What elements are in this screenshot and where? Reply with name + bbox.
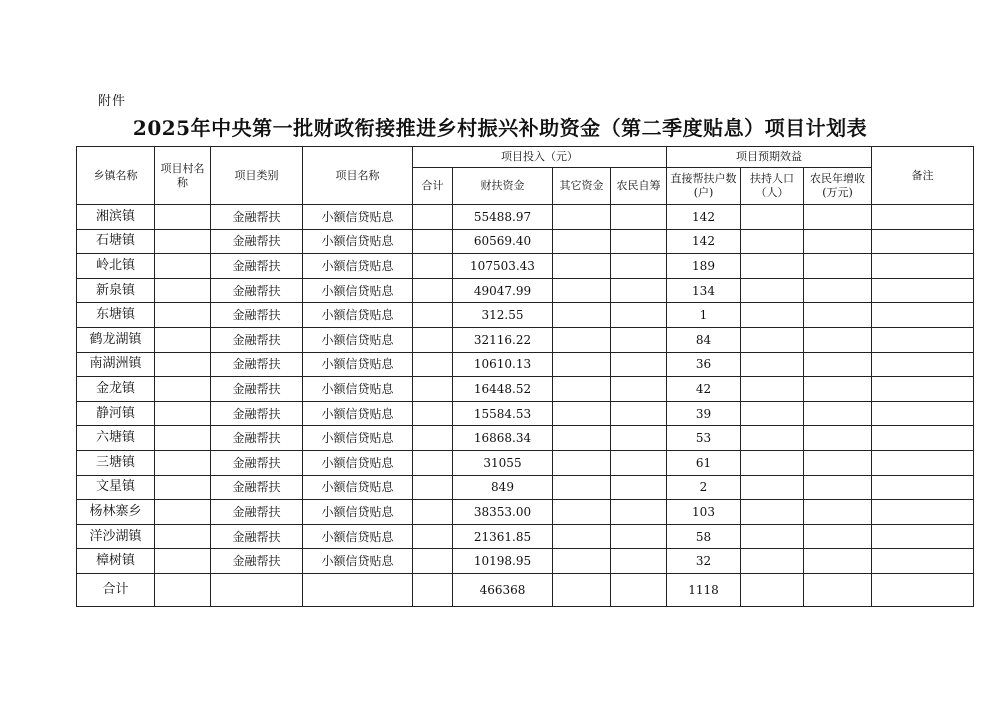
cell-inv-total xyxy=(413,401,453,426)
cell-farmer xyxy=(611,401,667,426)
cell-project: 小额信贷贴息 xyxy=(303,205,413,230)
cell-remarks xyxy=(872,205,974,230)
header-town: 乡镇名称 xyxy=(77,147,155,205)
cell-households: 142 xyxy=(667,229,741,254)
table-row xyxy=(77,450,974,475)
header-benefit-group: 项目预期效益 xyxy=(667,147,872,168)
cell-category: 金融帮扶 xyxy=(211,401,303,426)
cell-town: 鹤龙湖镇 xyxy=(77,327,155,352)
cell-category: 金融帮扶 xyxy=(211,278,303,303)
table-row xyxy=(77,549,974,574)
cell-population xyxy=(741,352,804,377)
cell-income xyxy=(804,500,872,525)
cell-project: 小额信贷贴息 xyxy=(303,327,413,352)
cell-population xyxy=(741,254,804,279)
cell-fiscal: 21361.85 xyxy=(453,524,553,549)
cell-category: 金融帮扶 xyxy=(211,549,303,574)
cell-remarks xyxy=(872,254,974,279)
cell-category: 金融帮扶 xyxy=(211,327,303,352)
cell-income xyxy=(804,475,872,500)
table-row xyxy=(77,401,974,426)
cell-farmer xyxy=(611,377,667,402)
cell-village xyxy=(155,500,211,525)
cell-remarks xyxy=(872,229,974,254)
header-income: 农民年增收(万元) xyxy=(804,168,872,205)
cell-income xyxy=(804,573,872,606)
cell-town: 金龙镇 xyxy=(77,377,155,402)
cell-inv-total xyxy=(413,205,453,230)
table-row xyxy=(77,327,974,352)
cell-remarks xyxy=(872,573,974,606)
cell-households: 42 xyxy=(667,377,741,402)
cell-town: 岭北镇 xyxy=(77,254,155,279)
cell-population xyxy=(741,278,804,303)
total-label: 合计 xyxy=(77,573,155,606)
cell-farmer xyxy=(611,254,667,279)
cell-population xyxy=(741,229,804,254)
cell-income xyxy=(804,352,872,377)
cell-households: 1 xyxy=(667,303,741,328)
cell-farmer xyxy=(611,303,667,328)
cell-households: 53 xyxy=(667,426,741,451)
header-inv-farmer: 农民自筹 xyxy=(611,168,667,205)
cell-other xyxy=(553,303,611,328)
header-inv-fiscal: 财扶资金 xyxy=(453,168,553,205)
cell-town: 南湖洲镇 xyxy=(77,352,155,377)
cell-village xyxy=(155,254,211,279)
cell-fiscal: 16868.34 xyxy=(453,426,553,451)
cell-project: 小额信贷贴息 xyxy=(303,377,413,402)
cell-project: 小额信贷贴息 xyxy=(303,450,413,475)
cell-population xyxy=(741,401,804,426)
cell-fiscal: 31055 xyxy=(453,450,553,475)
cell-village xyxy=(155,475,211,500)
cell-households: 32 xyxy=(667,549,741,574)
cell-population xyxy=(741,377,804,402)
table-row xyxy=(77,303,974,328)
cell-other xyxy=(553,573,611,606)
cell-farmer xyxy=(611,205,667,230)
cell-income xyxy=(804,377,872,402)
cell-income xyxy=(804,327,872,352)
cell-other xyxy=(553,500,611,525)
cell-project: 小额信贷贴息 xyxy=(303,303,413,328)
cell-remarks xyxy=(872,278,974,303)
cell-inv-total xyxy=(413,278,453,303)
project-plan-table xyxy=(76,146,974,607)
cell-income xyxy=(804,549,872,574)
cell-remarks xyxy=(872,377,974,402)
table-row xyxy=(77,229,974,254)
cell-town: 湘滨镇 xyxy=(77,205,155,230)
cell-inv-total xyxy=(413,524,453,549)
cell-village xyxy=(155,205,211,230)
cell-project: 小额信贷贴息 xyxy=(303,352,413,377)
cell-category: 金融帮扶 xyxy=(211,500,303,525)
table-row xyxy=(77,352,974,377)
cell-project: 小额信贷贴息 xyxy=(303,426,413,451)
cell-income xyxy=(804,254,872,279)
cell-category: 金融帮扶 xyxy=(211,450,303,475)
cell-farmer xyxy=(611,229,667,254)
cell-village xyxy=(155,278,211,303)
cell-village xyxy=(155,377,211,402)
cell-town: 樟树镇 xyxy=(77,549,155,574)
cell-town: 三塘镇 xyxy=(77,450,155,475)
attachment-label: 附件 xyxy=(98,94,127,109)
cell-fiscal: 107503.43 xyxy=(453,254,553,279)
cell-category: 金融帮扶 xyxy=(211,352,303,377)
cell-village xyxy=(155,352,211,377)
cell-inv-total xyxy=(413,254,453,279)
cell-category: 金融帮扶 xyxy=(211,303,303,328)
cell-inv-total xyxy=(413,450,453,475)
cell-farmer xyxy=(611,327,667,352)
cell-category: 金融帮扶 xyxy=(211,254,303,279)
cell-inv-total xyxy=(413,327,453,352)
cell-income xyxy=(804,205,872,230)
cell-population xyxy=(741,573,804,606)
cell-category: 金融帮扶 xyxy=(211,377,303,402)
cell-category: 金融帮扶 xyxy=(211,475,303,500)
cell-inv-total xyxy=(413,229,453,254)
cell-category: 金融帮扶 xyxy=(211,524,303,549)
cell-other xyxy=(553,549,611,574)
cell-other xyxy=(553,401,611,426)
cell-inv-total xyxy=(413,573,453,606)
cell-village xyxy=(155,303,211,328)
cell-project: 小额信贷贴息 xyxy=(303,401,413,426)
cell-fiscal: 312.55 xyxy=(453,303,553,328)
cell-inv-total xyxy=(413,549,453,574)
cell-town: 文星镇 xyxy=(77,475,155,500)
cell-village xyxy=(155,549,211,574)
header-inv-total: 合计 xyxy=(413,168,453,205)
table-row xyxy=(77,426,974,451)
cell-farmer xyxy=(611,475,667,500)
cell-fiscal: 16448.52 xyxy=(453,377,553,402)
header-remarks: 备注 xyxy=(872,147,974,205)
cell-town: 东塘镇 xyxy=(77,303,155,328)
cell-project: 小额信贷贴息 xyxy=(303,524,413,549)
cell-income xyxy=(804,303,872,328)
cell-other xyxy=(553,475,611,500)
cell-population xyxy=(741,205,804,230)
cell-population xyxy=(741,450,804,475)
cell-income xyxy=(804,426,872,451)
cell-inv-total xyxy=(413,500,453,525)
cell-farmer xyxy=(611,450,667,475)
cell-population xyxy=(741,426,804,451)
cell-farmer xyxy=(611,426,667,451)
cell-population xyxy=(741,500,804,525)
cell-income xyxy=(804,278,872,303)
cell-inv-total xyxy=(413,475,453,500)
cell-category: 金融帮扶 xyxy=(211,205,303,230)
cell-project: 小额信贷贴息 xyxy=(303,254,413,279)
header-households: 直接帮扶户数(户) xyxy=(667,168,741,205)
header-inv-other: 其它资金 xyxy=(553,168,611,205)
cell-income xyxy=(804,524,872,549)
cell-farmer xyxy=(611,352,667,377)
total-households: 1118 xyxy=(667,573,741,606)
cell-town: 六塘镇 xyxy=(77,426,155,451)
cell-remarks xyxy=(872,549,974,574)
table-row xyxy=(77,524,974,549)
cell-fiscal: 10610.13 xyxy=(453,352,553,377)
total-row xyxy=(77,573,974,606)
page-title: 2025年中央第一批财政衔接推进乡村振兴补助资金（第二季度贴息）项目计划表 xyxy=(132,116,868,140)
cell-fiscal: 10198.95 xyxy=(453,549,553,574)
cell-households: 84 xyxy=(667,327,741,352)
cell-fiscal: 49047.99 xyxy=(453,278,553,303)
cell-category: 金融帮扶 xyxy=(211,229,303,254)
cell-fiscal: 55488.97 xyxy=(453,205,553,230)
cell-project: 小额信贷贴息 xyxy=(303,549,413,574)
cell-remarks xyxy=(872,475,974,500)
total-fiscal: 466368 xyxy=(453,573,553,606)
cell-other xyxy=(553,327,611,352)
cell-project: 小额信贷贴息 xyxy=(303,229,413,254)
cell-project: 小额信贷贴息 xyxy=(303,500,413,525)
cell-town: 杨林寨乡 xyxy=(77,500,155,525)
cell-households: 61 xyxy=(667,450,741,475)
cell-households: 2 xyxy=(667,475,741,500)
header-population: 扶持人口（人） xyxy=(741,168,804,205)
cell-income xyxy=(804,401,872,426)
header-category: 项目类别 xyxy=(211,147,303,205)
cell-town: 石塘镇 xyxy=(77,229,155,254)
cell-income xyxy=(804,229,872,254)
cell-population xyxy=(741,549,804,574)
cell-category: 金融帮扶 xyxy=(211,426,303,451)
cell-village xyxy=(155,450,211,475)
cell-other xyxy=(553,229,611,254)
table-row xyxy=(77,377,974,402)
cell-households: 58 xyxy=(667,524,741,549)
cell-other xyxy=(553,205,611,230)
cell-village xyxy=(155,426,211,451)
header-investment-group: 项目投入（元） xyxy=(413,147,667,168)
cell-other xyxy=(553,254,611,279)
table-row xyxy=(77,278,974,303)
cell-households: 103 xyxy=(667,500,741,525)
cell-remarks xyxy=(872,303,974,328)
cell-town: 洋沙湖镇 xyxy=(77,524,155,549)
cell-farmer xyxy=(611,500,667,525)
cell-population xyxy=(741,524,804,549)
cell-inv-total xyxy=(413,303,453,328)
table-row xyxy=(77,205,974,230)
cell-population xyxy=(741,327,804,352)
cell-town: 新泉镇 xyxy=(77,278,155,303)
cell-remarks xyxy=(872,327,974,352)
cell-remarks xyxy=(872,426,974,451)
cell-remarks xyxy=(872,352,974,377)
cell-farmer xyxy=(611,524,667,549)
cell-remarks xyxy=(872,524,974,549)
cell-remarks xyxy=(872,500,974,525)
header-village: 项目村名称 xyxy=(155,147,211,205)
cell-households: 36 xyxy=(667,352,741,377)
cell-households: 39 xyxy=(667,401,741,426)
cell-other xyxy=(553,377,611,402)
cell-village xyxy=(155,573,211,606)
cell-other xyxy=(553,278,611,303)
cell-village xyxy=(155,229,211,254)
cell-other xyxy=(553,426,611,451)
cell-town: 静河镇 xyxy=(77,401,155,426)
cell-project: 小额信贷贴息 xyxy=(303,278,413,303)
table-row xyxy=(77,254,974,279)
cell-inv-total xyxy=(413,377,453,402)
cell-fiscal: 15584.53 xyxy=(453,401,553,426)
cell-inv-total xyxy=(413,426,453,451)
table-row xyxy=(77,475,974,500)
table-row xyxy=(77,500,974,525)
header-project-name: 项目名称 xyxy=(303,147,413,205)
cell-population xyxy=(741,475,804,500)
cell-fiscal: 38353.00 xyxy=(453,500,553,525)
cell-category xyxy=(211,573,303,606)
cell-population xyxy=(741,303,804,328)
cell-households: 134 xyxy=(667,278,741,303)
cell-fiscal: 60569.40 xyxy=(453,229,553,254)
cell-other xyxy=(553,524,611,549)
cell-remarks xyxy=(872,450,974,475)
cell-households: 189 xyxy=(667,254,741,279)
cell-other xyxy=(553,352,611,377)
cell-income xyxy=(804,450,872,475)
cell-farmer xyxy=(611,278,667,303)
cell-fiscal: 849 xyxy=(453,475,553,500)
cell-project: 小额信贷贴息 xyxy=(303,475,413,500)
cell-village xyxy=(155,401,211,426)
cell-village xyxy=(155,327,211,352)
cell-fiscal: 32116.22 xyxy=(453,327,553,352)
cell-farmer xyxy=(611,573,667,606)
cell-project xyxy=(303,573,413,606)
cell-other xyxy=(553,450,611,475)
cell-remarks xyxy=(872,401,974,426)
cell-households: 142 xyxy=(667,205,741,230)
cell-inv-total xyxy=(413,352,453,377)
cell-farmer xyxy=(611,549,667,574)
cell-village xyxy=(155,524,211,549)
